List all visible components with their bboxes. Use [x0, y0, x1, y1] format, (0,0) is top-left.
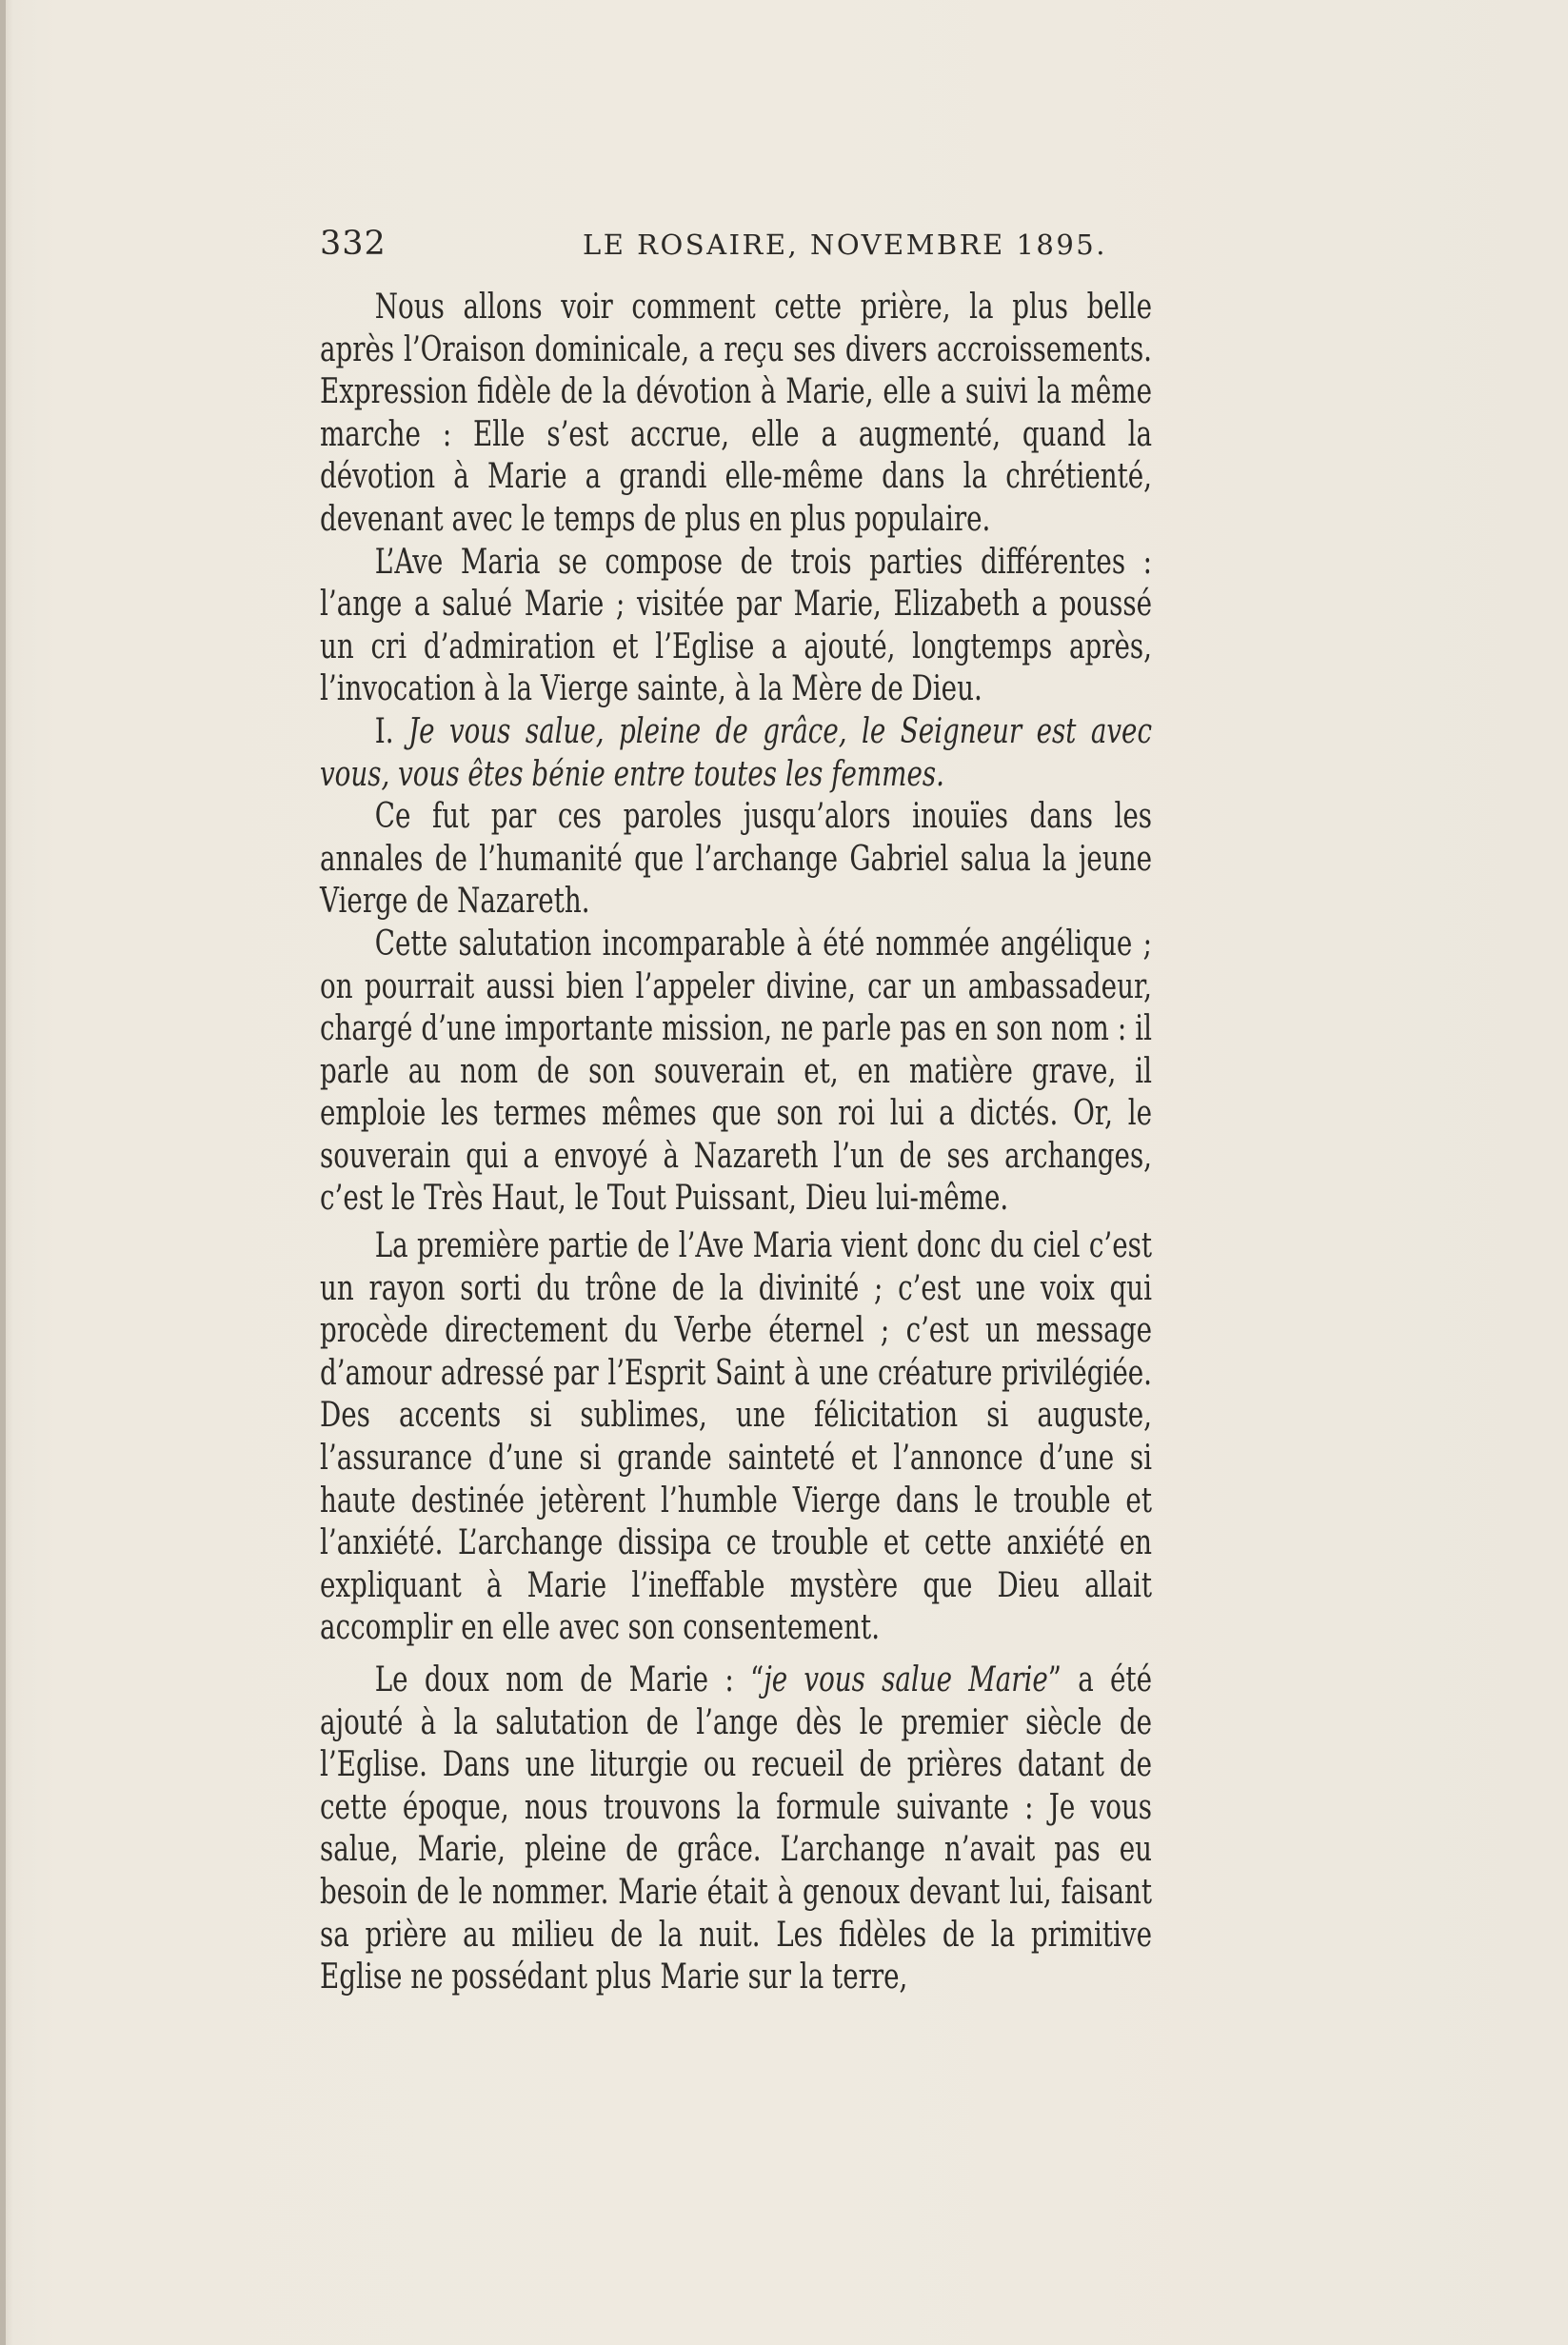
quoted-name: je vous salue Marie [764, 1659, 1048, 1699]
paragraph-6: La première partie de l’Ave Maria vient donc du ciel c’est un rayon sorti du trône de la divinité ; c’est une voix qui procède directement du Verbe éternel ; c’est un message d’amour adressé par l’Esprit Saint à une créature privilégiée. Des accents si sublimes, une félicitation si auguste, l’assurance d’une si grande sainteté et l’annonce d’une si haute destinée jetèrent l’humble Vierge dans le trouble et l’anxiété. L’archange dissipa ce trouble et cette anxiété en expliquant à Marie l’ineffable mystère que Dieu allait accomplir en elle avec son consentement. [320, 1224, 1152, 1648]
quoted-salutation: Je vous salue, pleine de grâce, le Seigneur est avec vous, vous êtes bénie entre toutes les femmes. [320, 709, 1153, 794]
paragraph-4: Ce fut par ces paroles jusqu’alors inouïes dans les annales de l’humanité que l’archange Gabriel salua la jeune Vierge de Nazareth. [320, 795, 1152, 922]
paragraph-7-rest: ” a été ajouté à la salutation de l’ange dès le premier siècle de l’Eglise. Dans une liturgie ou recueil de prières datant de cette époque, nous trouvons la formule suivante : Je vous salue, Marie, pleine de grâce. L’archange n’avait pas eu besoin de le nommer. Marie était à genoux devant lui, faisant sa prière au milieu de la nuit. Les fidèles de la primitive Eglise ne possédant plus Marie sur la terre, [320, 1659, 1152, 1997]
paragraph-2: L’Ave Maria se compose de trois parties différentes : l’ange a salué Marie ; visitée par Marie, Elizabeth a poussé un cri d’admiration et l’Eglise a ajouté, longtemps après, l’invocation à la Vierge sainte, à la Mère de Dieu. [320, 540, 1152, 709]
page-number: 332 [320, 225, 387, 263]
running-title: LE ROSAIRE, NOVEMBRE 1895. [583, 229, 1107, 261]
paragraph-5: Cette salutation incomparable à été nommée angélique ; on pourrait aussi bien l’appeler divine, car un ambassadeur, chargé d’une importante mission, ne parle pas en son nom : il parle au nom de son souverain et, en matière grave, il emploie les termes mêmes que son roi lui a dictés. Or, le souverain qui a envoyé à Nazareth l’un de ses archanges, c’est le Très Haut, le Tout Puissant, Dieu lui-même. [320, 922, 1152, 1219]
section-number: I. [374, 709, 394, 751]
page-edge [0, 0, 6, 2345]
paragraph-7 [320, 1659, 1152, 1998]
page-header [320, 225, 1148, 274]
body-text [320, 286, 1152, 1998]
paragraph-3 [320, 710, 1152, 795]
paragraph-7-start: Le doux nom de Marie : “ [374, 1659, 764, 1699]
paragraph-1: Nous allons voir comment cette prière, la plus belle après l’Oraison dominicale, a reçu ses divers accroissements. Expression fidèle de la dévotion à Marie, elle a suivi la même marche : Elle s’est accrue, elle a augmenté, quand la dévotion à Marie a grandi elle-même dans la chrétienté, devenant avec le temps de plus en plus populaire. [320, 286, 1152, 539]
